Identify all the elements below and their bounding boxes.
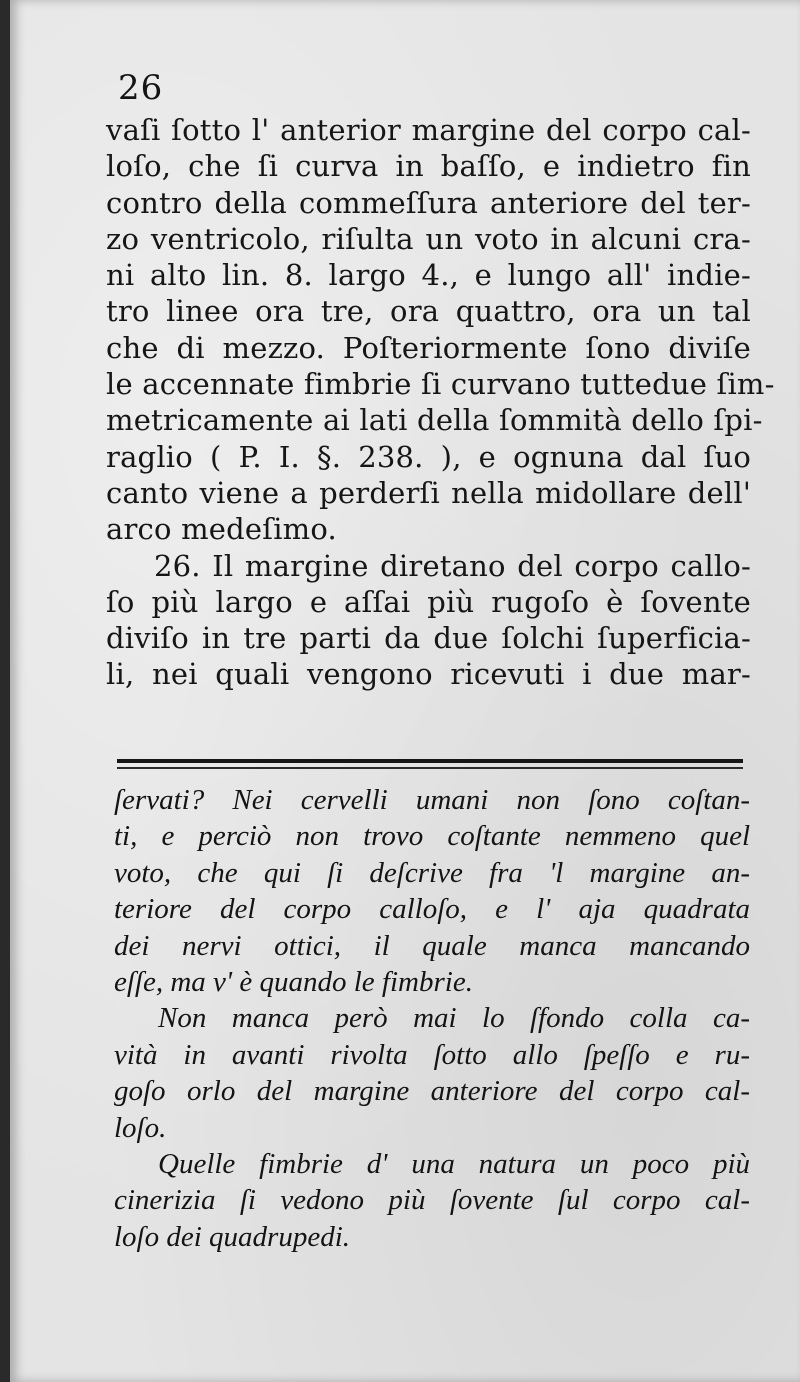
text-line: ni alto lin. 8. largo 4., e lungo all' indie- xyxy=(106,258,751,293)
separator-thin-rule xyxy=(117,767,743,769)
footnote-separator xyxy=(117,757,743,773)
footnote-line: ſervati? Nei cervelli umani non ſono coſtan- xyxy=(114,784,750,816)
footnote-line: voto, che qui ſi deſcrive fra 'l margine an- xyxy=(114,856,750,889)
text-line: metricamente ai lati della ſommità dello ſpi- xyxy=(106,403,763,438)
text-line: loſo, che ſi curva in baſſo, e indietro fin xyxy=(106,149,751,184)
text-line: contro della commeſſura anteriore del ter- xyxy=(106,185,751,220)
text-line: ſo più largo e aſſai più rugoſo è ſovente xyxy=(106,584,751,619)
footnote-line: eſſe, ma v' è quando le fimbrie. xyxy=(114,965,473,998)
footnote-text xyxy=(114,782,750,1255)
text-line: le accennate fimbrie ſi curvano tuttedue ſim- xyxy=(106,367,775,402)
footnote-line: Non manca però mai lo ſfondo colla ca- xyxy=(158,1002,750,1035)
footnote-line: Quelle fimbrie d' una natura un poco più xyxy=(158,1147,750,1180)
text-line: raglio ( P. I. §. 238. ), e ognuna dal ſuo xyxy=(106,439,751,474)
text-line: arco medeſimo. xyxy=(106,512,337,547)
footnote-line: cinerizia ſi vedono più ſovente ſul corpo cal- xyxy=(114,1184,750,1217)
book-page xyxy=(10,0,800,1382)
footnote-line: vità in avanti rivolta ſotto allo ſpeſſo e ru- xyxy=(114,1038,750,1071)
text-line: zo ventricolo, riſulta un voto in alcuni cra- xyxy=(106,221,751,256)
separator-thick-rule xyxy=(117,759,743,763)
text-line: che di mezzo. Poſteriormente ſono diviſe xyxy=(106,330,751,365)
footnote-line: loſo dei quadrupedi. xyxy=(114,1220,351,1253)
main-text xyxy=(106,112,775,693)
text-line: 26. Il margine diretano del corpo callo- xyxy=(154,548,751,583)
footnote-line: loſo. xyxy=(114,1111,167,1144)
footnote-line: ti, e perciò non trovo coſtante nemmeno quel xyxy=(114,820,750,853)
text-line: canto viene a perderſi nella midollare dell' xyxy=(106,475,751,510)
footnote-line: teriore del corpo calloſo, e l' aja quadrata xyxy=(114,893,750,926)
text-line: diviſo in tre parti da due ſolchi ſuperficia- xyxy=(106,621,751,656)
text-line: tro linee ora tre, ora quattro, ora un tal xyxy=(106,294,751,329)
text-line: li, nei quali vengono ricevuti i due mar- xyxy=(106,657,751,692)
text-line: vaſi ſotto l' anterior margine del corpo cal- xyxy=(106,113,751,147)
footnote-line: goſo orlo del margine anteriore del corpo cal- xyxy=(114,1075,750,1108)
footnote-line: dei nervi ottici, il quale manca mancando xyxy=(114,929,750,962)
page-number: 26 xyxy=(118,68,164,108)
